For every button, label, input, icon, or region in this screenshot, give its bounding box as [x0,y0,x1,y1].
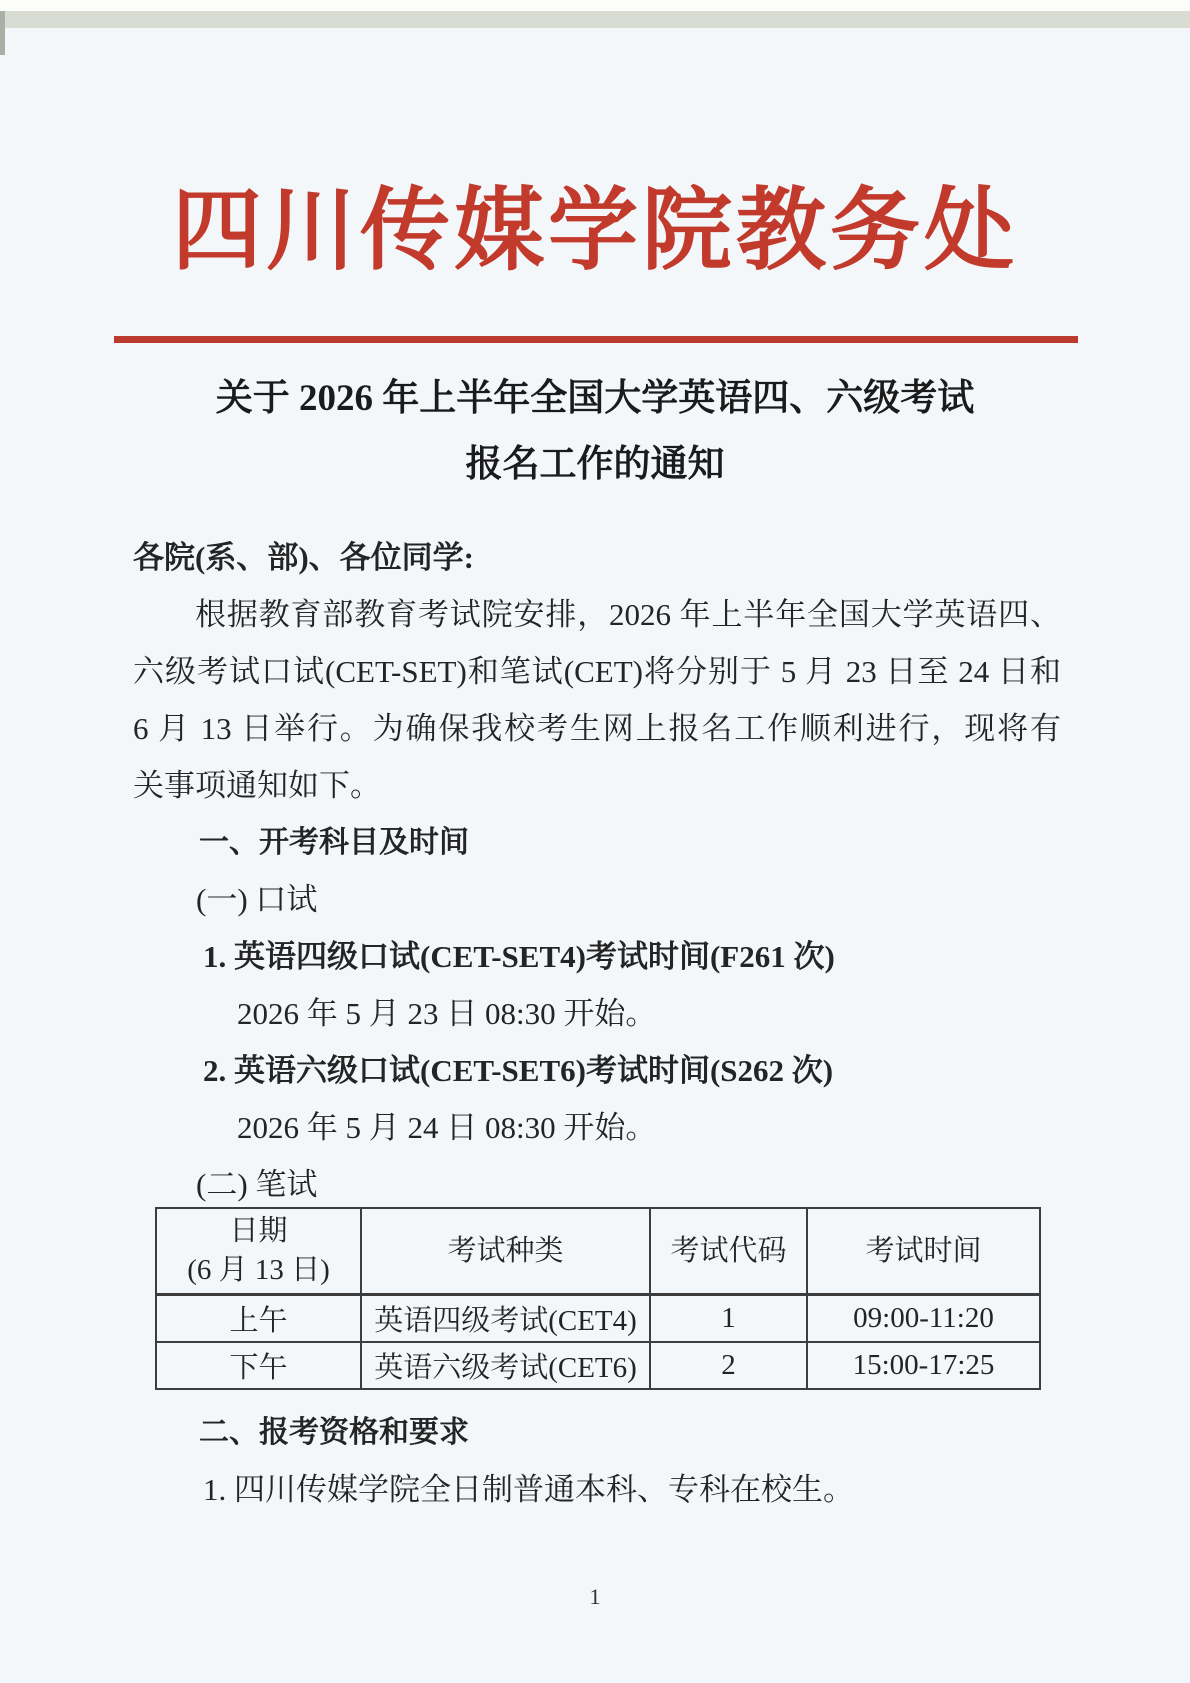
salutation: 各院(系、部)、各位同学: [133,540,474,575]
cell-period: 下午 [156,1342,361,1389]
table-header-date [156,1208,361,1295]
eligibility-item: 1. 四川传媒学院全日制普通本科、专科在校生。 [203,1472,854,1507]
section2-heading: 二、报考资格和要求 [199,1416,469,1449]
table-header-exam-code: 考试代码 [650,1208,807,1295]
scan-edge-white [0,0,1190,11]
table-header-date-line1: 日期 [229,1215,288,1247]
notice-title-line1: 关于 2026 年上半年全国大学英语四、六级考试 [215,378,975,419]
cet-set6-item: 2. 英语六级口试(CET-SET6)考试时间(S262 次) [203,1053,834,1088]
letterhead-title: 四川传媒学院教务处 [172,182,1018,281]
cet-set4-time: 2026 年 5 月 23 日 08:30 开始。 [237,996,657,1031]
cell-exam: 英语四级考试(CET4) [361,1295,650,1343]
cell-time: 09:00-11:20 [807,1295,1040,1343]
section1-heading: 一、开考科目及时间 [199,826,469,859]
letterhead-rule [114,336,1078,343]
cet-set4-item: 1. 英语四级口试(CET-SET4)考试时间(F261 次) [203,939,835,974]
intro-paragraph-line: 关事项通知如下。 [133,768,381,803]
table-row [156,1295,1040,1343]
scan-edge-notch [0,11,5,55]
table-header-row [156,1208,1040,1295]
table-header-exam-type: 考试种类 [361,1208,650,1295]
table-header-date-line2: (6 月 13 日) [187,1254,330,1286]
section2 [133,1404,1061,1518]
scan-edge-band [0,11,1190,28]
intro-paragraph-line: 6 月 13 日举行。为确保我校考生网上报名工作顺利进行，现将有 [133,711,1061,746]
written-exam-table [155,1207,1041,1390]
cell-time: 15:00-17:25 [807,1342,1040,1389]
page-number: 1 [589,1584,601,1609]
written-exam-subheading: (二) 笔试 [196,1167,318,1202]
cell-code: 1 [650,1295,807,1343]
table-header-exam-time: 考试时间 [807,1208,1040,1295]
intro-paragraph-line: 六级考试口试(CET-SET)和笔试(CET)将分别于 5 月 23 日至 24 日和 [133,654,1061,689]
cet-set6-time: 2026 年 5 月 24 日 08:30 开始。 [237,1110,657,1145]
notice-title [0,366,1190,498]
cell-exam: 英语六级考试(CET6) [361,1342,650,1389]
intro-paragraph-line: 根据教育部教育考试院安排，2026 年上半年全国大学英语四、 [195,597,1061,632]
notice-title-line2: 报名工作的通知 [465,444,725,485]
oral-exam-subheading: (一) 口试 [196,882,318,917]
notice-body [133,529,1061,1213]
cell-code: 2 [650,1342,807,1389]
table-row [156,1342,1040,1389]
cell-period: 上午 [156,1295,361,1343]
